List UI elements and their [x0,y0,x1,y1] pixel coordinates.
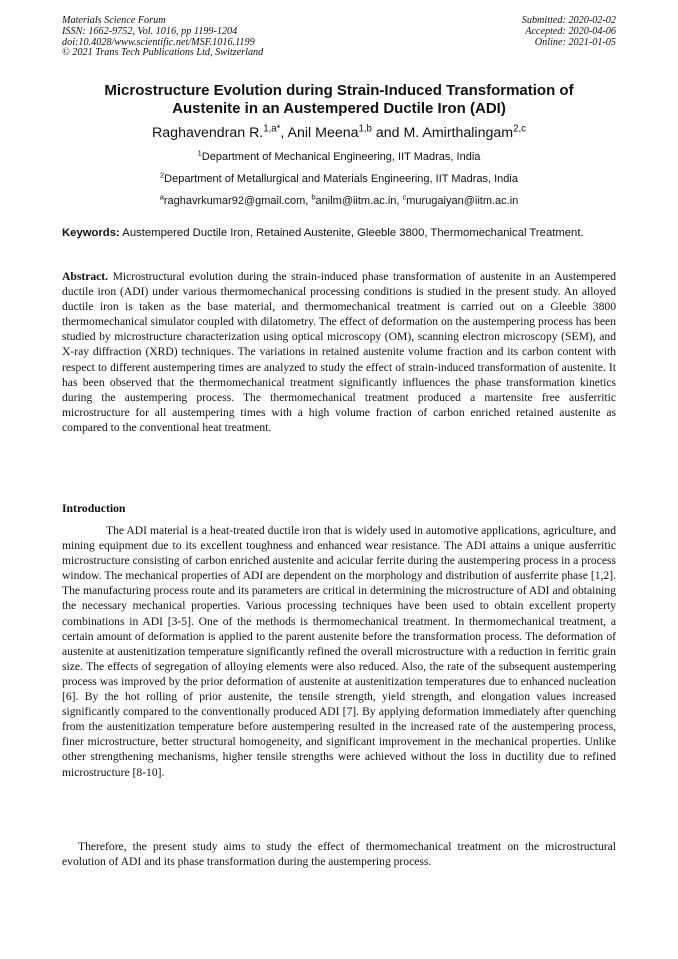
email-address: anilm@iitm.ac.in [315,195,397,207]
author-emails [62,194,616,208]
affiliation-2 [62,172,616,186]
author-list [62,124,616,142]
journal-doi: doi:10.4028/www.scientific.net/MSF.1016.1199 [62,36,255,48]
journal-copyright: © 2021 Trans Tech Publications Ltd, Switzerland [62,47,264,59]
affiliation-mark: 1 [197,148,202,158]
journal-name: Materials Science Forum [62,15,166,26]
email-address: murugaiyan@iitm.ac.in [406,195,519,207]
email-separator: , [396,195,403,207]
affiliation-mark: 2 [160,170,165,180]
author-separator: and [371,125,404,141]
email-mark: c [402,192,407,202]
journal-issn: ISSN: 1662-9752, Vol. 1016, pp 1199-1204 [62,25,238,37]
submission-dates [522,16,616,48]
title-line-1: Microstructure Evolution during Strain-Induced Transformation of [104,82,574,99]
author-affil-mark: 1,b [358,123,372,135]
email-mark: a [159,192,164,202]
title-line-2: Austenite in an Austempered Ductile Iron (ADI) [172,100,506,117]
author-affil-mark: 1,a* [263,123,281,135]
keywords-label: Keywords: [62,227,120,239]
email-mark: b [311,192,316,202]
author-affil-mark: 2,c [513,123,526,135]
section-heading-introduction: Introduction [62,502,126,515]
affiliation-text: Department of Metallurgical and Materials Engineering, IIT Madras, India [164,173,518,185]
introduction-paragraph-1: The ADI material is a heat-treated ductile iron that is widely used in automotive applications, agriculture, and mining equipment due to its excellent toughness and enhanced wear resistance. The ADI attains a unique ausferritic microstructure consisting of carbon enriched austenite and acicular ferrite during the austempering process in a process window. The mechanical properties of ADI are dependent on the morphology and distribution of ausferrite phase [1,2]. The manufacturing process route and its parameters are critical in determining the microstructure of ADI and obtaining the necessary mechanical properties. Various processing techniques have been used to obtain excellent property combinations in ADI [3-5]. One of the methods is thermomechanical treatment. In thermomechanical treatment, a certain amount of deformation is applied to the parent austenite before the transformation process. The deformation of austenite at austenitization temperature significantly refined the overall microstructure with a reduction in ferritic grain size. The effects of segregation of alloying elements were also reduced. Also, the rate of the subsequent austempering process was improved by the prior deformation of austenite at austenitization temperatures due to enhanced nucleation [6]. By the hot rolling of prior austenite, the tensile strength, yield strength, and elongation values increased significantly compared to the conventionally produced ADI [7]. By applying deformation immediately after quenching from the austenitization temperature before austempering resulted in the increased rate of the austempering process, finer microstructure, better structural homogeneity, and significant improvement in the mechanical properties. Unlike other strengthening mechanisms, higher tensile strengths were achieved without the loss in ductility due to refined microstructure [8-10]. [62,524,616,779]
accepted-date: Accepted: 2020-04-06 [525,25,616,37]
email-separator: , [305,195,312,207]
affiliation-1 [62,150,616,164]
online-date: Online: 2021-01-05 [534,36,616,48]
author-name: Raghavendran R. [152,125,264,141]
paper-title [62,82,616,118]
keywords-block [62,227,616,241]
introduction-paragraph-2: Therefore, the present study aims to study the effect of thermomechanical treatment on the microstructural evolution of ADI and its phase transformation during the austempering process. [62,840,616,869]
journal-info [62,16,263,59]
abstract-paragraph [62,269,616,435]
abstract-text: Microstructural evolution during the strain-induced phase transformation of austenite in an Austempered ductile iron (ADI) under various thermomechanical processing conditions is studied in the present study. An alloyed ductile iron is taken as the base material, and thermomechanical treatment is carried out on a Gleeble 3800 thermomechanical simulator coupled with dilatometry. The effect of deformation on the austempering process has been studied by microstructure characterization using optical microscopy (OM), scanning electron microscopy (SEM), and X-ray diffraction (XRD) techniques. The variations in retained austenite volume fraction and its carbon content with respect to different austempering times are analyzed to study the effect of strain-induced transformation of austenite. It has been observed that the thermomechanical treatment significantly influences the phase transformation kinetics during the austempering process. The thermomechanical treatment produced a martensite free ausferritic microstructure for all austempering times with a high volume fraction of carbon enriched retained austenite as compared to the conventional heat treatment. [62,270,616,434]
author-name: Anil Meena [287,125,359,141]
email-address: raghavrkumar92@gmail.com [163,195,306,207]
affiliation-text: Department of Mechanical Engineering, IIT Madras, India [201,151,481,163]
submitted-date: Submitted: 2020-02-02 [521,15,616,26]
author-separator: , [280,125,288,141]
author-name: M. Amirthalingam [403,125,514,141]
abstract-label: Abstract. [62,270,109,283]
keywords-text: Austempered Ductile Iron, Retained Austenite, Gleeble 3800, Thermomechanical Treatment. [119,227,584,239]
